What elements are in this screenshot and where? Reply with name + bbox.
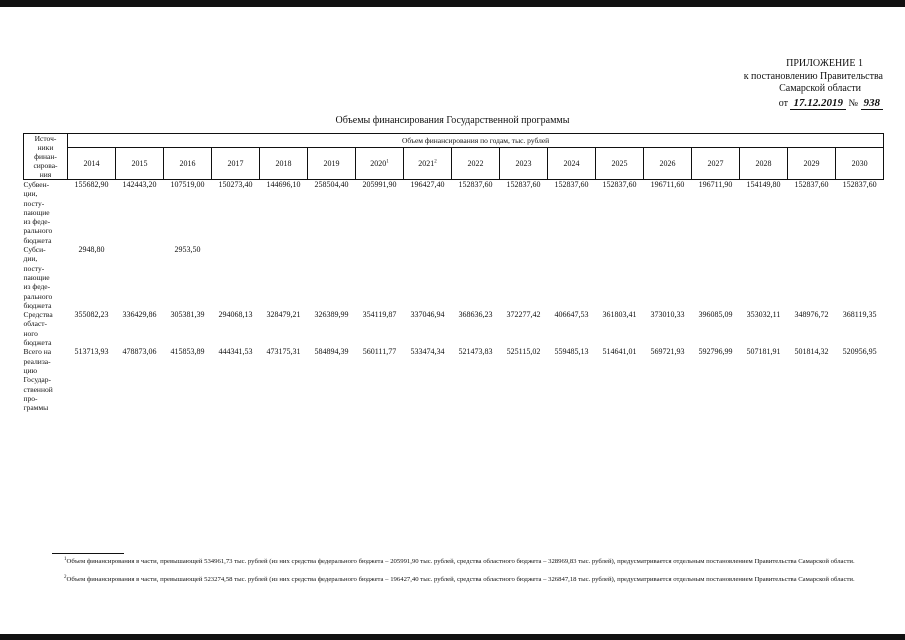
table-body: [24, 180, 884, 413]
year-label: 2016: [179, 158, 196, 168]
table-row: [24, 245, 884, 310]
table-cell: [404, 245, 452, 310]
year-header-2021: [404, 147, 452, 179]
year-label: 2029: [803, 158, 820, 168]
table-cell: 559485,13: [554, 347, 589, 357]
table-row: [24, 310, 884, 347]
table-cell: 473175,31: [266, 347, 301, 357]
year-header-2018: [260, 147, 308, 179]
table-cell: [740, 245, 788, 310]
handwritten-number: 938: [861, 97, 884, 110]
year-label: 2022: [467, 158, 484, 168]
table-cell: 294068,13: [218, 310, 253, 320]
footnote-1-text: Объем финансирования в части, превышающей 534961,73 тыс. рублей (из них средства федерального бюджета – 205991,90 тыс. рублей, средства областного бюджета – 328969,83 тыс. рублей), предусматривается отдельным постановлением Правительства Самарской области.: [66, 558, 855, 566]
row-source-label: Средства област- ного бюджета: [23, 310, 53, 348]
year-header-2027: [692, 147, 740, 179]
year-header-2025: [596, 147, 644, 179]
table-cell: 152837,60: [842, 180, 877, 189]
table-cell: 196427,40: [410, 180, 445, 189]
table-cell: 348976,72: [794, 310, 829, 320]
table-cell: [260, 245, 308, 310]
year-label: 2025: [611, 158, 628, 168]
document-title: Объемы финансирования Государственной программы: [335, 115, 570, 126]
footnote-2: [36, 573, 876, 584]
table-cell: 152837,60: [602, 180, 637, 189]
table-cell: 354119,87: [362, 310, 397, 320]
year-footnote-mark: 2: [434, 159, 437, 165]
year-header-2020: [356, 147, 404, 179]
year-header-2022: [452, 147, 500, 179]
table-cell: 196711,60: [650, 180, 685, 189]
table-cell: 328479,21: [266, 310, 301, 320]
table-cell: 521473,83: [458, 347, 493, 357]
table-cell: 368119,35: [842, 310, 877, 320]
table-cell: 368636,23: [458, 310, 493, 320]
scan-top-edge: [0, 0, 905, 7]
years-span-header: Объем финансирования по годам, тыс. рублей: [68, 134, 884, 148]
year-label: 2020: [370, 158, 387, 168]
scan-bottom-edge: [0, 634, 905, 640]
year-header-2024: [548, 147, 596, 179]
footnote-2-mark: 2: [64, 575, 67, 580]
year-label: 2019: [323, 158, 340, 168]
table-cell: 205991,90: [362, 180, 397, 189]
table-cell: 520956,95: [842, 347, 877, 357]
table-cell: 533474,34: [410, 347, 445, 357]
year-label: 2026: [659, 158, 676, 168]
year-label: 2021: [418, 158, 435, 168]
year-header-2029: [788, 147, 836, 179]
table-cell: [356, 245, 404, 310]
table-row: [24, 180, 884, 246]
handwritten-date: 17.12.2019: [790, 97, 846, 110]
table-cell: [788, 245, 836, 310]
table-cell: [500, 245, 548, 310]
table-cell: 592796,99: [698, 347, 733, 357]
year-label: 2024: [563, 158, 580, 168]
table-cell: [692, 245, 740, 310]
table-cell: [116, 245, 164, 310]
table-cell: [308, 245, 356, 310]
table-cell: 569721,93: [650, 347, 685, 357]
footnote-1-mark: 1: [64, 557, 67, 562]
footnote-1: [36, 555, 876, 566]
table-cell: [452, 245, 500, 310]
table-cell: 361803,41: [602, 310, 637, 320]
table-cell: 152837,60: [458, 180, 493, 189]
table-cell: [596, 245, 644, 310]
table-cell: 336429,86: [122, 310, 157, 320]
appendix-block: [744, 58, 883, 110]
year-header-2016: [164, 147, 212, 179]
table-cell: 560111,77: [362, 347, 397, 357]
table-cell: 415853,89: [170, 347, 205, 357]
table-cell: 258504,40: [314, 180, 349, 189]
source-column-header: Источ- ники финан- сирова- ния: [24, 134, 68, 180]
table-row: [24, 347, 884, 412]
table-cell: 142443,20: [122, 180, 157, 189]
year-label: 2028: [755, 158, 772, 168]
date-prefix: от: [778, 97, 788, 109]
table-cell: [644, 245, 692, 310]
table-cell: 337046,94: [410, 310, 445, 320]
year-header-2014: [68, 147, 116, 179]
table-cell: 353032,11: [746, 310, 781, 320]
appendix-resolution-line: к постановлению Правительства: [743, 70, 883, 82]
appendix-title: ПРИЛОЖЕНИЕ 1: [786, 58, 863, 69]
table-cell: 372277,42: [506, 310, 541, 320]
table-cell: 155682,90: [74, 180, 109, 189]
year-header-2030: [836, 147, 884, 179]
year-header-2019: [308, 147, 356, 179]
table-cell: 513713,93: [74, 347, 109, 357]
table-cell: 525115,02: [506, 347, 541, 357]
table-cell: 514641,01: [602, 347, 637, 357]
row-source-label: Субвен- ции, посту- пающие из феде- рального бюджета: [23, 180, 53, 245]
year-header-2017: [212, 147, 260, 179]
table-cell: 152837,60: [794, 180, 829, 189]
table-cell: 501814,32: [794, 347, 829, 357]
table-cell: 373010,33: [650, 310, 685, 320]
financing-table: [23, 133, 884, 412]
row-source-label: Всего на реализа- цию Государ- ственной про- граммы: [23, 347, 53, 413]
table-cell: 196711,90: [698, 180, 733, 189]
appendix-region-line: Самарской области: [779, 83, 861, 94]
year-header-2026: [644, 147, 692, 179]
year-header-2028: [740, 147, 788, 179]
year-footnote-mark: 1: [386, 159, 389, 165]
year-header-2023: [500, 147, 548, 179]
table-cell: 2948,80: [78, 245, 105, 255]
table-cell: 305381,39: [170, 310, 205, 320]
table-cell: 584894,39: [314, 347, 349, 357]
year-label: 2018: [275, 158, 292, 168]
table-cell: 406647,53: [554, 310, 589, 320]
footnote-2-text: Объем финансирования в части, превышающей 523274,58 тыс. рублей (из них средства федерального бюджета – 196427,40 тыс. рублей, средства областного бюджета – 326847,18 тыс. рублей), предусматривается отдельным постановлением Правительства Самарской области.: [66, 576, 855, 584]
table-cell: [548, 245, 596, 310]
year-header-2015: [116, 147, 164, 179]
year-label: 2027: [707, 158, 724, 168]
year-label: 2023: [515, 158, 532, 168]
table-cell: 444341,53: [218, 347, 253, 357]
table-cell: 144696,10: [266, 180, 301, 189]
table-cell: 2953,50: [174, 245, 201, 255]
table-cell: 154149,80: [746, 180, 781, 189]
year-header-row: [24, 147, 884, 179]
table-cell: 152837,60: [554, 180, 589, 189]
year-label: 2015: [131, 158, 148, 168]
appendix-date-number: [744, 97, 883, 111]
table-cell: 107519,00: [170, 180, 205, 189]
year-label: 2014: [83, 158, 100, 168]
table-cell: 152837,60: [506, 180, 541, 189]
table-cell: 150273,40: [218, 180, 253, 189]
number-prefix: №: [848, 97, 858, 109]
table-cell: 326389,99: [314, 310, 349, 320]
footnote-separator: [52, 553, 124, 554]
row-source-label: Субси- дии, посту- пающие из феде- рального бюджета: [23, 245, 53, 310]
table-cell: 507181,91: [746, 347, 781, 357]
table-cell: [212, 245, 260, 310]
table-cell: 396085,09: [698, 310, 733, 320]
table-cell: 355082,23: [74, 310, 109, 320]
year-label: 2030: [851, 158, 868, 168]
year-label: 2017: [227, 158, 244, 168]
table-cell: [836, 245, 884, 310]
table-cell: 478873,06: [122, 347, 157, 357]
